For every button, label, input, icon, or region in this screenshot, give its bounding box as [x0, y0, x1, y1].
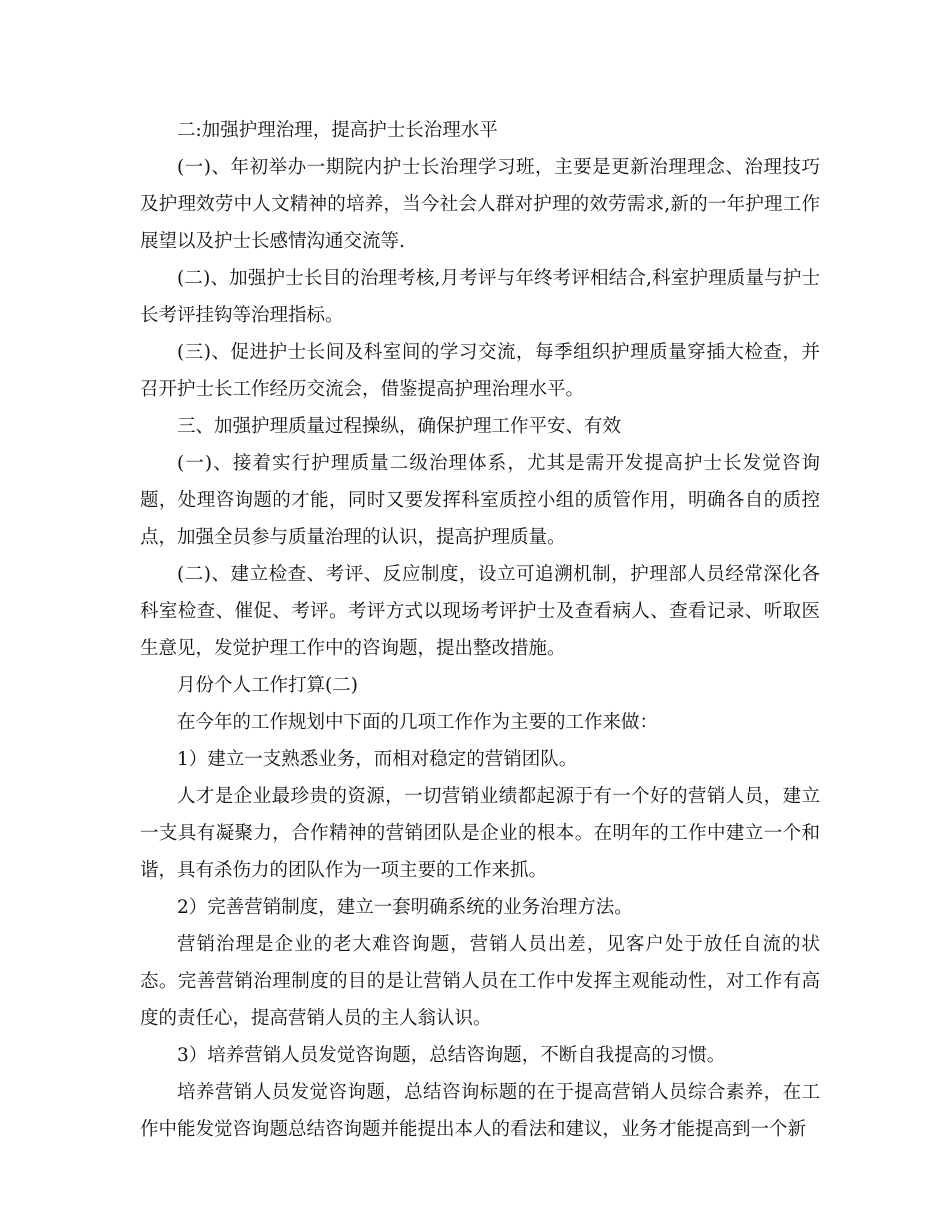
paragraph: (一)、年初举办一期院内护士长治理学习班，主要是更新治理理念、治理技巧及护理效劳中人文精神的培养，当今社会人群对护理的效劳需求,新的一年护理工作展望以及护士长感情沟通交流等.: [140, 157, 820, 252]
list-item: 1）建立一支熟悉业务，而相对稳定的营销团队。: [177, 749, 578, 770]
paragraph: 人才是企业最珍贵的资源，一切营销业绩都起源于有一个好的营销人员，建立一支具有凝聚力，合作精神的营销团队是企业的根本。在明年的工作中建立一个和谐，具有杀伤力的团队作为一项主要的工作来抓。: [140, 786, 820, 881]
list-item: 2）完善营销制度，建立一套明确系统的业务治理方法。: [177, 897, 633, 918]
paragraph: (二)、建立检查、考评、反应制度，设立可追溯机制，护理部人员经常深化各科室检查、催促、考评。考评方式以现场考评护士及查看病人、查看记录、听取医生意见，发觉护理工作中的咨询题，提出整改措施。: [140, 564, 820, 659]
section-heading: 三、加强护理质量过程操纵，确保护理工作平安、有效: [177, 416, 622, 437]
list-item: 3）培养营销人员发觉咨询题，总结咨询题，不断自我提高的习惯。: [177, 1045, 726, 1066]
paragraph: (二)、加强护士长目的治理考核,月考评与年终考评相结合,科室护理质量与护士长考评挂钩等治理指标。: [140, 268, 820, 326]
paragraph: (三)、促进护士长间及科室间的学习交流，每季组织护理质量穿插大检查，并召开护士长工作经历交流会，借鉴提高护理治理水平。: [140, 342, 820, 400]
paragraph: 在今年的工作规划中下面的几项工作作为主要的工作来做：: [177, 712, 659, 733]
section-heading: 月份个人工作打算(二): [177, 675, 358, 696]
paragraph: (一)、接着实行护理质量二级治理体系，尤其是需开发提高护士长发觉咨询题，处理咨询题的才能，同时又要发挥科室质控小组的质管作用，明确各自的质控点，加强全员参与质量治理的认识，提高护理质量。: [140, 453, 820, 548]
paragraph: 培养营销人员发觉咨询题，总结咨询标题的在于提高营销人员综合素养，在工作中能发觉咨询题总结咨询题并能提出本人的看法和建议，业务才能提高到一个新: [140, 1082, 820, 1140]
document-body: [140, 112, 820, 1148]
paragraph: 营销治理是企业的老大难咨询题，营销人员出差，见客户处于放任自流的状态。完善营销治理制度的目的是让营销人员在工作中发挥主观能动性，对工作有高度的责任心，提高营销人员的主人翁认识。: [140, 934, 820, 1029]
section-heading: 二:加强护理治理，提高护士长治理水平: [177, 120, 498, 141]
